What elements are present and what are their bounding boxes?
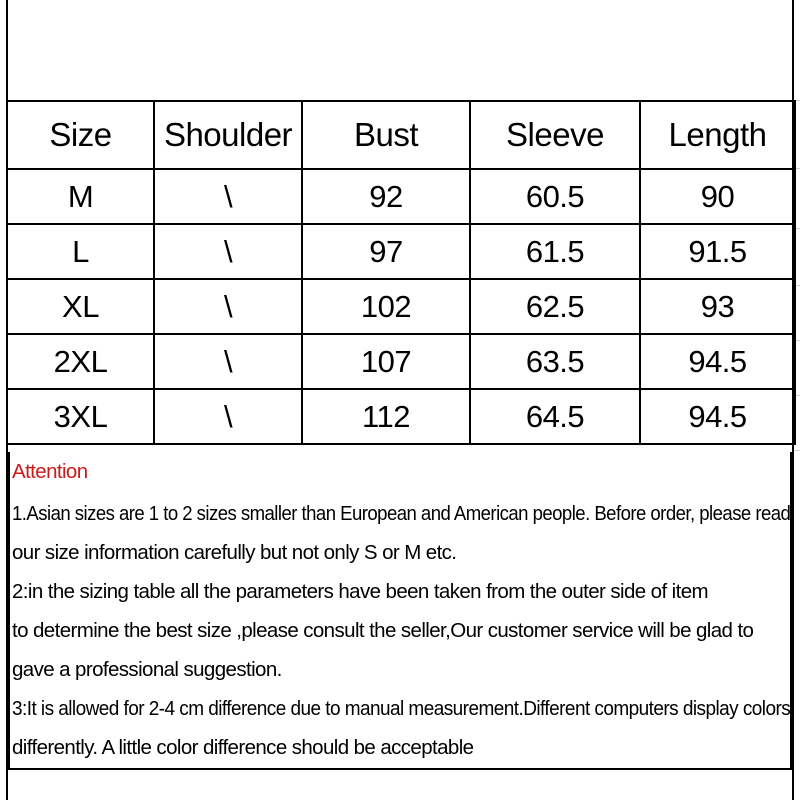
table-row: [7, 169, 795, 224]
attention-title: Attention: [12, 460, 88, 483]
header-bust: Bust: [302, 101, 470, 169]
cell-length: 91.5: [640, 224, 795, 279]
cell-length: 93: [640, 279, 795, 334]
cell-length: 94.5: [640, 334, 795, 389]
cell-bust: 92: [302, 169, 470, 224]
cell-length: 90: [640, 169, 795, 224]
table-header-row: [7, 101, 795, 169]
cell-size: XL: [7, 279, 154, 334]
cell-sleeve: 62.5: [470, 279, 640, 334]
cell-sleeve: 64.5: [470, 389, 640, 444]
note-line: differently. A little color difference should be acceptable: [12, 736, 474, 759]
grid-line: [794, 450, 800, 451]
attention-notes: [8, 452, 792, 770]
header-size: Size: [7, 101, 154, 169]
cell-shoulder: \: [154, 279, 302, 334]
table-row: [7, 279, 795, 334]
cell-length: 94.5: [640, 389, 795, 444]
table-row: [7, 224, 795, 279]
cell-shoulder: \: [154, 224, 302, 279]
cell-bust: 97: [302, 224, 470, 279]
cell-size: 3XL: [7, 389, 154, 444]
cell-size: L: [7, 224, 154, 279]
note-line: 3:It is allowed for 2-4 cm difference due to manual measurement.Different computers display colors: [12, 697, 791, 720]
cell-sleeve: 63.5: [470, 334, 640, 389]
cell-shoulder: \: [154, 334, 302, 389]
header-shoulder: Shoulder: [154, 101, 302, 169]
note-line: our size information carefully but not only S or M etc.: [12, 541, 457, 564]
note-line: gave a professional suggestion.: [12, 658, 282, 681]
table-row: [7, 389, 795, 444]
cell-sleeve: 60.5: [470, 169, 640, 224]
cell-shoulder: \: [154, 389, 302, 444]
size-chart-table: [6, 100, 796, 445]
cell-sleeve: 61.5: [470, 224, 640, 279]
cell-size: 2XL: [7, 334, 154, 389]
cell-bust: 107: [302, 334, 470, 389]
cell-bust: 112: [302, 389, 470, 444]
cell-shoulder: \: [154, 169, 302, 224]
note-line: to determine the best size ,please consult the seller,Our customer service will be glad to: [12, 619, 754, 642]
table-row: [7, 334, 795, 389]
note-line: 2:in the sizing table all the parameters have been taken from the outer side of item: [12, 580, 708, 603]
note-line: 1.Asian sizes are 1 to 2 sizes smaller than European and American people. Before order, please read: [12, 502, 791, 525]
header-sleeve: Sleeve: [470, 101, 640, 169]
header-length: Length: [640, 101, 795, 169]
cell-size: M: [7, 169, 154, 224]
cell-bust: 102: [302, 279, 470, 334]
